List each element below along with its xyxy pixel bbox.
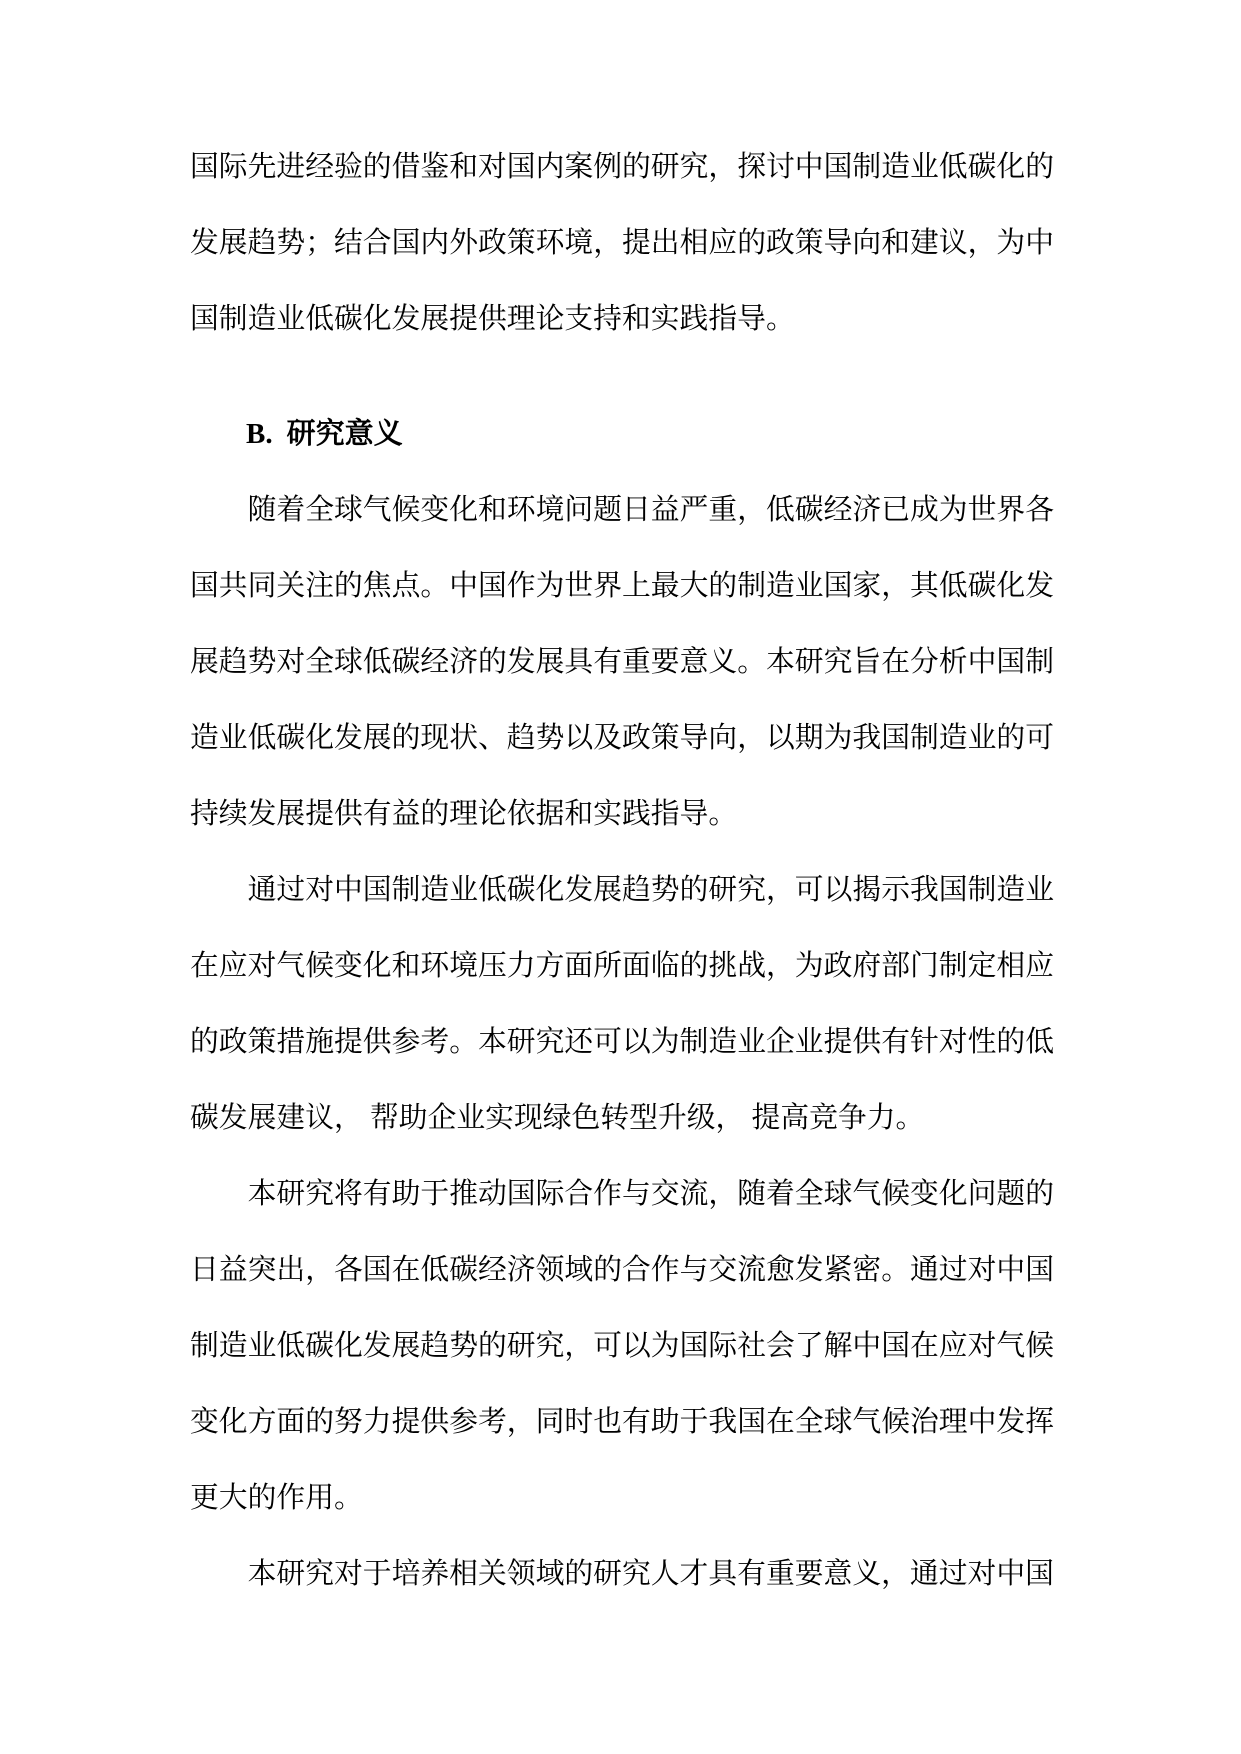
text-line: 国共同关注的焦点。中国作为世界上最大的制造业国家，其低碳化发	[190, 570, 1054, 602]
text-line: 发展趋势；结合国内外政策环境，提出相应的政策导向和建议，为中	[190, 227, 1054, 259]
text-line: 国制造业低碳化发展提供理论支持和实践指导。	[190, 303, 795, 335]
text-line: 变化方面的努力提供参考，同时也有助于我国在全球气候治理中发挥	[190, 1406, 1054, 1438]
text-line: 更大的作用。	[190, 1482, 363, 1514]
heading-number: B.	[246, 418, 273, 450]
heading-text: 研究意义	[286, 418, 403, 450]
text-line: 制造业低碳化发展趋势的研究，可以为国际社会了解中国在应对气候	[190, 1330, 1054, 1362]
text-line: 造业低碳化发展的现状、趋势以及政策导向，以期为我国制造业的可	[190, 722, 1054, 754]
page-content	[190, 129, 1054, 1612]
text-line: 本研究对于培养相关领域的研究人才具有重要意义，通过对中国	[247, 1558, 1054, 1590]
text-line: 日益突出，各国在低碳经济领域的合作与交流愈发紧密。通过对中国	[190, 1254, 1054, 1286]
text-line: 国际先进经验的借鉴和对国内案例的研究，探讨中国制造业低碳化的	[190, 151, 1054, 183]
text-line: 碳发展建议， 帮助企业实现绿色转型升级， 提高竞争力。	[190, 1102, 925, 1134]
text-line: 展趋势对全球低碳经济的发展具有重要意义。本研究旨在分析中国制	[190, 646, 1054, 678]
text-line: 在应对气候变化和环境压力方面所面临的挑战，为政府部门制定相应	[190, 950, 1054, 982]
text-line: 通过对中国制造业低碳化发展趋势的研究，可以揭示我国制造业	[247, 874, 1054, 906]
text-line: 持续发展提供有益的理论依据和实践指导。	[190, 798, 738, 830]
text-line: 随着全球气候变化和环境问题日益严重，低碳经济已成为世界各	[247, 494, 1054, 526]
text-line: 本研究将有助于推动国际合作与交流，随着全球气候变化问题的	[247, 1178, 1054, 1210]
text-line: 的政策措施提供参考。本研究还可以为制造业企业提供有针对性的低	[190, 1026, 1054, 1058]
section-heading	[190, 396, 1054, 472]
